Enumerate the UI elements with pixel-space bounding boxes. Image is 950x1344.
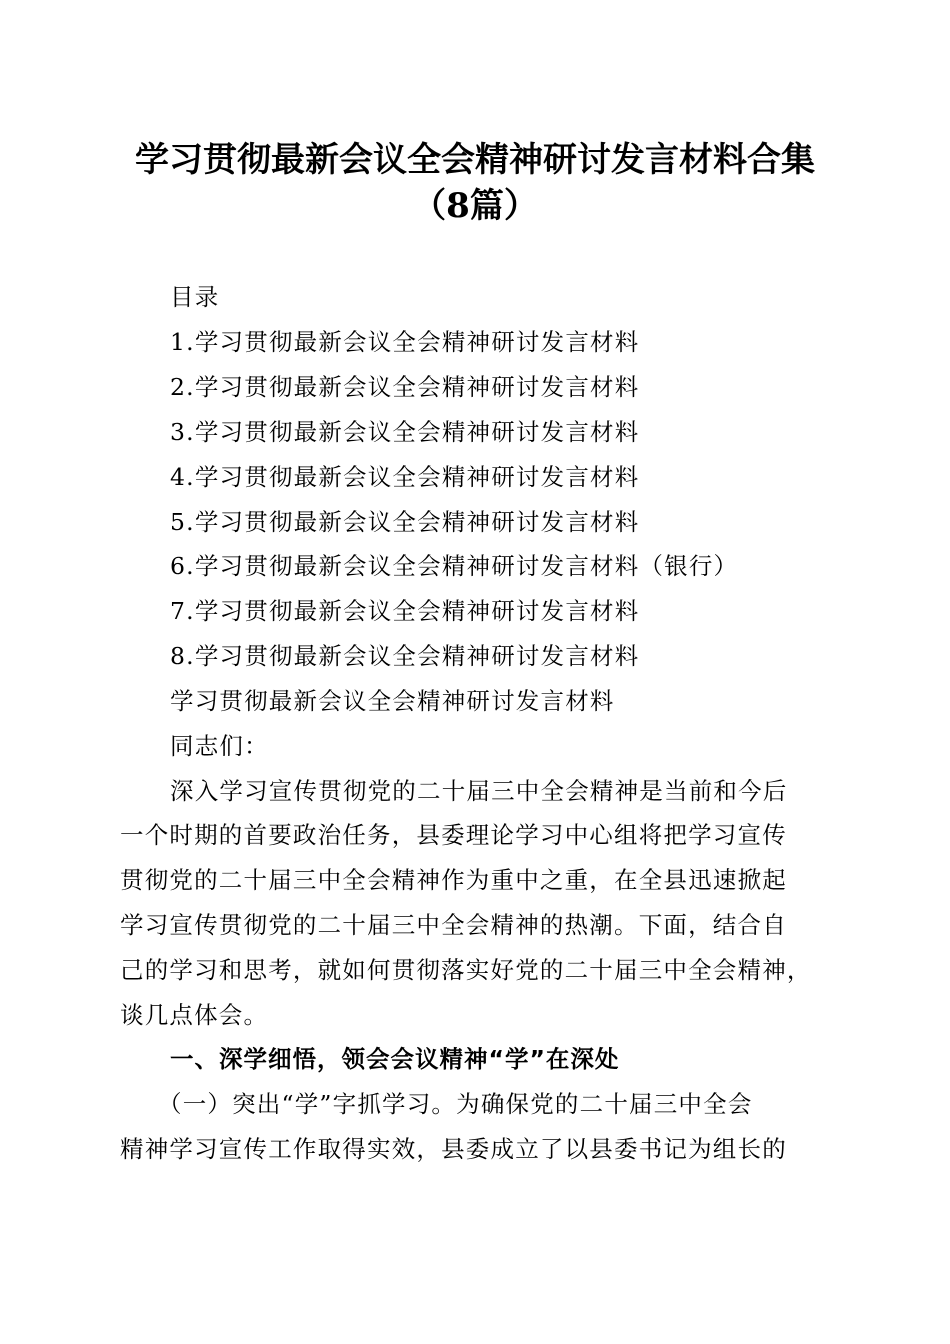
paragraph-1-line: 一个时期的首要政治任务，县委理论学习中心组将把学习宣传: [120, 821, 787, 849]
paragraph-2-line: 精神学习宣传工作取得实效，县委成立了以县委书记为组长的: [120, 1135, 787, 1163]
paragraph-1-line: 己的学习和思考，就如何贯彻落实好党的二十届三中全会精神，: [120, 956, 812, 984]
toc-item-4[interactable]: 4.学习贯彻最新会议全会精神研讨发言材料: [170, 463, 640, 491]
toc-item-1[interactable]: 1.学习贯彻最新会议全会精神研讨发言材料: [170, 328, 640, 356]
toc-item-5[interactable]: 5.学习贯彻最新会议全会精神研讨发言材料: [170, 508, 640, 536]
paragraph-2-line: （一）突出“学”字抓学习。为确保党的二十届三中全会: [158, 1090, 753, 1118]
greeting: 同志们：: [170, 732, 269, 760]
toc-item-3[interactable]: 3.学习贯彻最新会议全会精神研讨发言材料: [170, 418, 640, 446]
article-title: 学习贯彻最新会议全会精神研讨发言材料: [170, 687, 615, 715]
paragraph-1-line: 深入学习宣传贯彻党的二十届三中全会精神是当前和今后: [170, 777, 788, 805]
paragraph-1-line: 贯彻党的二十届三中全会精神作为重中之重，在全县迅速掀起: [120, 866, 787, 894]
toc-item-7[interactable]: 7.学习贯彻最新会议全会精神研讨发言材料: [170, 597, 640, 625]
document-title-count: （8篇）: [412, 186, 538, 226]
toc-label: 目录: [170, 283, 220, 311]
toc-item-2[interactable]: 2.学习贯彻最新会议全会精神研讨发言材料: [170, 373, 640, 401]
toc-item-8[interactable]: 8.学习贯彻最新会议全会精神研讨发言材料: [170, 642, 640, 670]
section-heading-1: 一、深学细悟，领会会议精神“学”在深处: [170, 1045, 620, 1073]
paragraph-1-line: 谈几点体会。: [120, 1001, 269, 1029]
document-title: 学习贯彻最新会议全会精神研讨发言材料合集: [135, 140, 815, 180]
paragraph-1-line: 学习宣传贯彻党的二十届三中全会精神的热潮。下面，结合自: [120, 911, 787, 939]
toc-item-6[interactable]: 6.学习贯彻最新会议全会精神研讨发言材料（银行）: [170, 552, 739, 580]
